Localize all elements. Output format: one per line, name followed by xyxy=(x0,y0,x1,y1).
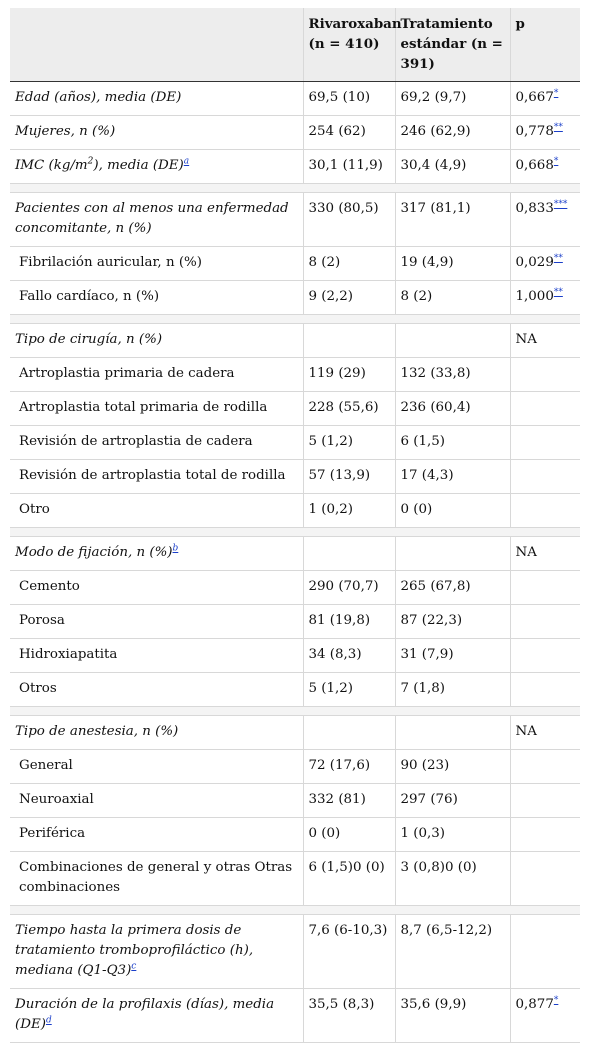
standard-treatment-value: 317 (81,1) xyxy=(395,193,510,247)
p-value-cell xyxy=(510,358,580,392)
table-row xyxy=(10,426,580,460)
table-row xyxy=(10,750,580,784)
p-value: 0,667 xyxy=(515,90,554,105)
standard-treatment-value xyxy=(395,537,510,571)
table-row xyxy=(10,537,580,571)
p-value-cell xyxy=(510,324,580,358)
row-label-text: Fibrilación auricular, n (%) xyxy=(19,255,202,270)
rivaroxaban-value: 30,1 (11,9) xyxy=(303,150,395,184)
rivaroxaban-value: 7,6 (6-10,3) xyxy=(303,915,395,989)
table-header-row xyxy=(10,8,580,82)
exponent: 2 xyxy=(87,156,94,167)
row-label-text: Modo de fijación, n (%) xyxy=(15,545,173,560)
row-label-text: Fallo cardíaco, n (%) xyxy=(19,289,160,304)
table-row xyxy=(10,193,580,247)
row-label xyxy=(10,852,303,906)
p-value-cell xyxy=(510,150,580,184)
standard-treatment-value: 35,6 (9,9) xyxy=(395,989,510,1043)
row-label xyxy=(10,392,303,426)
p-footnote-link[interactable]: ** xyxy=(553,122,563,133)
table-body xyxy=(10,82,580,1043)
table-row xyxy=(10,247,580,281)
rivaroxaban-value: 69,5 (10) xyxy=(303,82,395,116)
p-footnote-link[interactable]: * xyxy=(553,995,559,1006)
spacer-cell xyxy=(10,315,580,324)
row-label xyxy=(10,150,303,184)
standard-treatment-value: 297 (76) xyxy=(395,784,510,818)
row-label-text: Artroplastia primaria de cadera xyxy=(19,366,235,381)
section-spacer xyxy=(10,184,580,193)
standard-treatment-value: 265 (67,8) xyxy=(395,571,510,605)
p-value: 0,668 xyxy=(515,158,554,173)
row-label xyxy=(10,494,303,528)
section-spacer xyxy=(10,906,580,915)
p-footnote-link[interactable]: ** xyxy=(553,253,563,264)
rivaroxaban-value: 290 (70,7) xyxy=(303,571,395,605)
row-label-text: Porosa xyxy=(19,613,65,628)
p-value: 0,833 xyxy=(515,201,554,216)
row-label-text: Combinaciones de general y otras Otras combinaciones xyxy=(19,860,293,895)
table-row xyxy=(10,818,580,852)
row-label xyxy=(10,82,303,116)
row-label-text: Otro xyxy=(19,502,50,517)
standard-treatment-value xyxy=(395,324,510,358)
standard-treatment-value: 19 (4,9) xyxy=(395,247,510,281)
standard-treatment-value: 8,7 (6,5-12,2) xyxy=(395,915,510,989)
table-row xyxy=(10,989,580,1043)
row-label-text: Pacientes con al menos una enfermedad concomitante, n (%) xyxy=(15,201,289,236)
rivaroxaban-value: 1 (0,2) xyxy=(303,494,395,528)
section-spacer xyxy=(10,707,580,716)
rivaroxaban-value xyxy=(303,537,395,571)
table-row xyxy=(10,852,580,906)
rivaroxaban-value: 81 (19,8) xyxy=(303,605,395,639)
table-row xyxy=(10,494,580,528)
p-value: NA xyxy=(515,724,537,739)
standard-treatment-value: 246 (62,9) xyxy=(395,116,510,150)
p-value-cell xyxy=(510,852,580,906)
row-label xyxy=(10,818,303,852)
row-label xyxy=(10,639,303,673)
standard-treatment-value: 7 (1,8) xyxy=(395,673,510,707)
rivaroxaban-value xyxy=(303,716,395,750)
table-row xyxy=(10,150,580,184)
p-value-cell xyxy=(510,193,580,247)
table-row xyxy=(10,281,580,315)
table-row xyxy=(10,673,580,707)
standard-treatment-value: 6 (1,5) xyxy=(395,426,510,460)
row-label xyxy=(10,324,303,358)
row-label xyxy=(10,116,303,150)
row-label xyxy=(10,989,303,1043)
row-label xyxy=(10,784,303,818)
demographics-table xyxy=(10,8,580,1043)
row-label xyxy=(10,247,303,281)
spacer-cell xyxy=(10,184,580,193)
table-row xyxy=(10,116,580,150)
p-value-cell xyxy=(510,818,580,852)
rivaroxaban-value: 254 (62) xyxy=(303,116,395,150)
rivaroxaban-value: 9 (2,2) xyxy=(303,281,395,315)
p-value-cell xyxy=(510,392,580,426)
row-label-text: Tiempo hasta la primera dosis de tratamiento tromboprofiláctico (h), mediana (Q1-Q3) xyxy=(15,923,254,978)
row-label xyxy=(10,426,303,460)
rivaroxaban-value: 72 (17,6) xyxy=(303,750,395,784)
p-value-cell xyxy=(510,750,580,784)
row-label xyxy=(10,460,303,494)
p-value-cell xyxy=(510,571,580,605)
standard-treatment-value: 17 (4,3) xyxy=(395,460,510,494)
rivaroxaban-value: 330 (80,5) xyxy=(303,193,395,247)
row-label-text: Neuroaxial xyxy=(19,792,94,807)
row-label-text: Otros xyxy=(19,681,57,696)
row-label-text: Duración de la profilaxis (días), media (DE) xyxy=(15,997,275,1032)
p-value: 1,000 xyxy=(515,289,554,304)
row-label xyxy=(10,358,303,392)
p-value-cell xyxy=(510,494,580,528)
header-rivaroxaban: Rivaroxaban (n = 410) xyxy=(303,8,395,82)
rivaroxaban-value: 8 (2) xyxy=(303,247,395,281)
table-row xyxy=(10,358,580,392)
header-p-value: p xyxy=(510,8,580,82)
table-row xyxy=(10,716,580,750)
p-value: 0,778 xyxy=(515,124,554,139)
row-label xyxy=(10,716,303,750)
p-value: 0,877 xyxy=(515,997,554,1012)
row-label-text: General xyxy=(19,758,73,773)
spacer-cell xyxy=(10,707,580,716)
rivaroxaban-value xyxy=(303,324,395,358)
row-label xyxy=(10,605,303,639)
p-value-cell xyxy=(510,82,580,116)
p-footnote-link[interactable]: ** xyxy=(553,287,563,298)
row-label-text: Tipo de anestesia, n (%) xyxy=(15,724,179,739)
rivaroxaban-value: 0 (0) xyxy=(303,818,395,852)
rivaroxaban-value: 228 (55,6) xyxy=(303,392,395,426)
row-label-text: Revisión de artroplastia de cadera xyxy=(19,434,253,449)
p-footnote-link[interactable]: * xyxy=(553,156,559,167)
p-value-cell xyxy=(510,116,580,150)
row-label xyxy=(10,537,303,571)
rivaroxaban-value: 5 (1,2) xyxy=(303,673,395,707)
rivaroxaban-value: 34 (8,3) xyxy=(303,639,395,673)
standard-treatment-value: 3 (0,8)0 (0) xyxy=(395,852,510,906)
p-value-cell xyxy=(510,247,580,281)
standard-treatment-value: 8 (2) xyxy=(395,281,510,315)
spacer-cell xyxy=(10,528,580,537)
rivaroxaban-value: 6 (1,5)0 (0) xyxy=(303,852,395,906)
rivaroxaban-value: 119 (29) xyxy=(303,358,395,392)
standard-treatment-value: 0 (0) xyxy=(395,494,510,528)
rivaroxaban-value: 332 (81) xyxy=(303,784,395,818)
table-row xyxy=(10,639,580,673)
p-value-cell xyxy=(510,639,580,673)
standard-treatment-value: 90 (23) xyxy=(395,750,510,784)
standard-treatment-value xyxy=(395,716,510,750)
p-value-cell xyxy=(510,605,580,639)
standard-treatment-value: 31 (7,9) xyxy=(395,639,510,673)
p-value-cell xyxy=(510,537,580,571)
rivaroxaban-value: 35,5 (8,3) xyxy=(303,989,395,1043)
row-label xyxy=(10,750,303,784)
standard-treatment-value: 236 (60,4) xyxy=(395,392,510,426)
spacer-cell xyxy=(10,906,580,915)
header-empty xyxy=(10,8,303,82)
p-value-cell xyxy=(510,716,580,750)
table-row xyxy=(10,571,580,605)
table-row xyxy=(10,82,580,116)
section-spacer xyxy=(10,528,580,537)
footnote-link[interactable]: d xyxy=(45,1015,52,1026)
p-value-cell xyxy=(510,426,580,460)
section-spacer xyxy=(10,315,580,324)
standard-treatment-value: 69,2 (9,7) xyxy=(395,82,510,116)
footnote-link[interactable]: c xyxy=(131,961,137,972)
row-label xyxy=(10,673,303,707)
p-footnote-link[interactable]: *** xyxy=(553,199,568,210)
table-row xyxy=(10,784,580,818)
row-label-text: Revisión de artroplastia total de rodilla xyxy=(19,468,286,483)
p-value-cell xyxy=(510,989,580,1043)
p-value: NA xyxy=(515,332,537,347)
row-label-text: Artroplastia total primaria de rodilla xyxy=(19,400,268,415)
row-label-text: Cemento xyxy=(19,579,80,594)
p-value-cell xyxy=(510,281,580,315)
row-label-text: IMC $(kg/m^2)$, media (DE) xyxy=(15,156,184,173)
row-label-text: Mujeres, n (%) xyxy=(15,124,116,139)
row-label xyxy=(10,193,303,247)
p-footnote-link[interactable]: * xyxy=(553,88,559,99)
p-value: NA xyxy=(515,545,537,560)
standard-treatment-value: 30,4 (4,9) xyxy=(395,150,510,184)
standard-treatment-value: 87 (22,3) xyxy=(395,605,510,639)
row-label xyxy=(10,571,303,605)
row-label-text: Edad (años), media (DE) xyxy=(15,90,182,105)
rivaroxaban-value: 57 (13,9) xyxy=(303,460,395,494)
row-label xyxy=(10,281,303,315)
row-label-text: Periférica xyxy=(19,826,86,841)
standard-treatment-value: 132 (33,8) xyxy=(395,358,510,392)
footnote-link[interactable]: b xyxy=(172,543,179,554)
p-value-cell xyxy=(510,784,580,818)
table-row xyxy=(10,324,580,358)
table-row xyxy=(10,460,580,494)
table-row xyxy=(10,392,580,426)
p-value: 0,029 xyxy=(515,255,554,270)
header-standard-treatment: Tratamiento estándar (n = 391) xyxy=(395,8,510,82)
standard-treatment-value: 1 (0,3) xyxy=(395,818,510,852)
footnote-link[interactable]: a xyxy=(183,156,190,167)
rivaroxaban-value: 5 (1,2) xyxy=(303,426,395,460)
row-label-text: Tipo de cirugía, n (%) xyxy=(15,332,163,347)
row-label xyxy=(10,915,303,989)
p-value-cell xyxy=(510,673,580,707)
p-value-cell xyxy=(510,915,580,989)
p-value-cell xyxy=(510,460,580,494)
table-row xyxy=(10,915,580,989)
table-row xyxy=(10,605,580,639)
row-label-text: Hidroxiapatita xyxy=(19,647,118,662)
